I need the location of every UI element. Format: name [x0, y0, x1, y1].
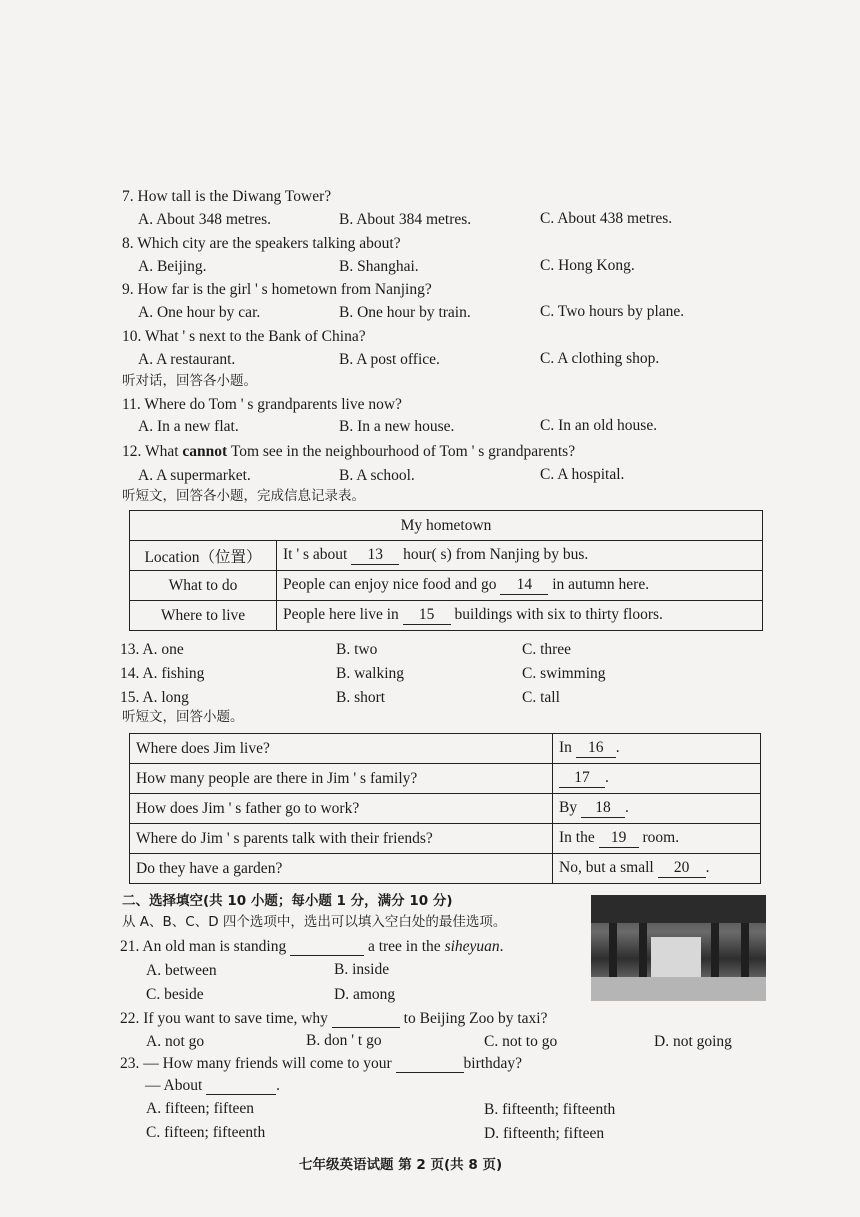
- instruction-passage: 听短文，回答小题。: [122, 709, 244, 725]
- instruction-dialogue: 听对话，回答各小题。: [122, 373, 257, 389]
- q22-option-d: D. not going: [654, 1033, 732, 1050]
- table-row: [130, 601, 763, 631]
- table-row: [130, 794, 761, 824]
- q22-option-c: C. not to go: [484, 1033, 558, 1050]
- q10-option-b: B. A post office.: [339, 351, 440, 368]
- row-label: Location（位置）: [130, 541, 277, 571]
- table-row: [130, 854, 761, 884]
- row-answer: In 16 .: [553, 734, 761, 764]
- row-answer: By 18 .: [553, 794, 761, 824]
- q23-option-a: A. fifteen; fifteen: [146, 1100, 255, 1117]
- q9-option-b: B. One hour by train.: [339, 304, 471, 321]
- q22-option-b: B. don ' t go: [306, 1032, 382, 1049]
- q11-option-b: B. In a new house.: [339, 418, 455, 435]
- q13-option-a: 13. A. one: [120, 641, 184, 658]
- row-answer: No, but a small 20 .: [553, 854, 761, 884]
- row-label: What to do: [130, 571, 277, 601]
- q14-option-c: C. swimming: [522, 665, 606, 682]
- q7-option-c: C. About 438 metres.: [540, 210, 673, 227]
- q10-option-a: A. A restaurant.: [138, 351, 236, 368]
- q12-option-c: C. A hospital.: [540, 466, 625, 483]
- q9-option-a: A. One hour by car.: [138, 304, 261, 321]
- row-answer: In the 19 room.: [553, 824, 761, 854]
- q23-option-d: D. fifteenth; fifteen: [484, 1125, 605, 1142]
- table-row: [130, 571, 763, 601]
- siheyuan-photo: [591, 895, 766, 1001]
- hometown-table: [129, 510, 763, 631]
- table-row: [130, 824, 761, 854]
- q8-stem: 8. Which city are the speakers talking about?: [122, 235, 401, 252]
- q12-stem: 12. What cannot Tom see in the neighbourhood of Tom ' s grandparents?: [122, 443, 576, 460]
- q8-option-a: A. Beijing.: [138, 258, 207, 275]
- row-content: It ' s about 13 hour( s) from Nanjing by bus.: [277, 541, 763, 571]
- q9-stem: 9. How far is the girl ' s hometown from Nanjing?: [122, 281, 432, 298]
- q23-response: — About .: [145, 1077, 281, 1094]
- table-title: My hometown: [130, 511, 763, 541]
- jim-table: [129, 733, 761, 884]
- instruction-passage-table: 听短文，回答各小题，完成信息记录表。: [122, 488, 365, 504]
- row-question: How many people are there in Jim ' s family?: [130, 764, 553, 794]
- q21-option-c: C. beside: [146, 986, 204, 1003]
- q21-option-d: D. among: [334, 986, 396, 1003]
- q11-option-a: A. In a new flat.: [138, 418, 239, 435]
- row-label: Where to live: [130, 601, 277, 631]
- q10-stem: 10. What ' s next to the Bank of China?: [122, 328, 366, 345]
- row-question: Do they have a garden?: [130, 854, 553, 884]
- page-footer: 七年级英语试题 第 2 页(共 8 页): [299, 1157, 503, 1173]
- q14-option-a: 14. A. fishing: [120, 665, 205, 682]
- q23-option-c: C. fifteen; fifteenth: [146, 1124, 266, 1141]
- q23-stem: 23. — How many friends will come to your birthday?: [120, 1055, 523, 1072]
- row-answer: 17 .: [553, 764, 761, 794]
- q10-option-c: C. A clothing shop.: [540, 350, 660, 367]
- q8-option-b: B. Shanghai.: [339, 258, 419, 275]
- table-row: [130, 764, 761, 794]
- row-content: People can enjoy nice food and go 14 in autumn here.: [277, 571, 763, 601]
- q14-option-b: B. walking: [336, 665, 405, 682]
- section-2-title: 二、选择填空(共 10 小题；每小题 1 分，满分 10 分): [122, 893, 453, 909]
- q7-option-b: B. About 384 metres.: [339, 211, 472, 228]
- table-row: [130, 541, 763, 571]
- q15-option-a: 15. A. long: [120, 689, 189, 706]
- table-row: [130, 734, 761, 764]
- row-content: People here live in 15 buildings with six to thirty floors.: [277, 601, 763, 631]
- q8-option-c: C. Hong Kong.: [540, 257, 635, 274]
- q21-option-a: A. between: [146, 962, 217, 979]
- q11-option-c: C. In an old house.: [540, 417, 658, 434]
- row-question: How does Jim ' s father go to work?: [130, 794, 553, 824]
- q13-option-b: B. two: [336, 641, 378, 658]
- q15-option-c: C. tall: [522, 689, 560, 706]
- q22-option-a: A. not go: [146, 1033, 205, 1050]
- section-2-instruction: 从 A、B、C、D 四个选项中，选出可以填入空白处的最佳选项。: [122, 914, 507, 930]
- row-question: Where do Jim ' s parents talk with their friends?: [130, 824, 553, 854]
- q12-option-b: B. A school.: [339, 467, 415, 484]
- q9-option-c: C. Two hours by plane.: [540, 303, 685, 320]
- q21-option-b: B. inside: [334, 961, 390, 978]
- q15-option-b: B. short: [336, 689, 386, 706]
- q21-stem: 21. An old man is standing a tree in the siheyuan.: [120, 938, 504, 955]
- q11-stem: 11. Where do Tom ' s grandparents live now?: [122, 396, 402, 413]
- q13-option-c: C. three: [522, 641, 572, 658]
- q12-option-a: A. A supermarket.: [138, 467, 251, 484]
- q23-option-b: B. fifteenth; fifteenth: [484, 1101, 616, 1118]
- q7-option-a: A. About 348 metres.: [138, 211, 272, 228]
- q22-stem: 22. If you want to save time, why to Beijing Zoo by taxi?: [120, 1010, 548, 1027]
- row-question: Where does Jim live?: [130, 734, 553, 764]
- q7-stem: 7. How tall is the Diwang Tower?: [122, 188, 332, 205]
